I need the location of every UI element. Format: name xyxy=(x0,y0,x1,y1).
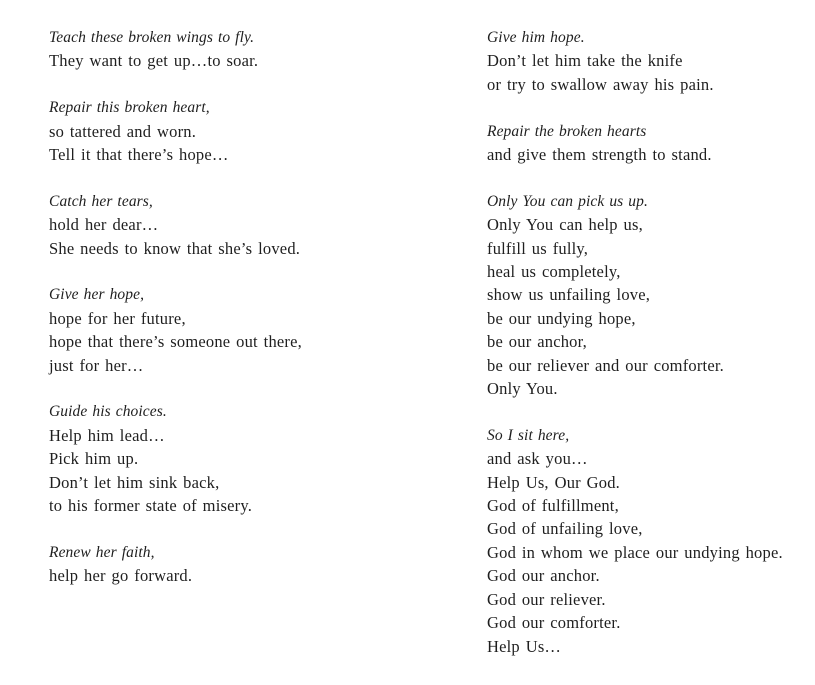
stanza-opening-line: Give her hope, xyxy=(49,286,145,304)
stanza-opening-line: Catch her tears, xyxy=(49,192,153,210)
poem-column-right xyxy=(487,26,783,681)
stanza xyxy=(487,424,783,658)
poem-line: God in whom we place our undying hope. xyxy=(487,542,783,562)
poem-line: so tattered and worn. xyxy=(49,121,197,141)
poem-line: God our comforter. xyxy=(487,613,621,633)
stanza-opening-line: Repair the broken hearts xyxy=(487,122,647,140)
stanza xyxy=(49,190,302,260)
poem-line: to his former state of misery. xyxy=(49,496,253,516)
stanza-opening-line: So I sit here, xyxy=(487,426,570,444)
poem-line: God our reliever. xyxy=(487,589,606,609)
poem-line: Help him lead… xyxy=(49,425,165,445)
poem-line: Help Us… xyxy=(487,636,562,656)
stanza xyxy=(49,96,302,166)
stanza xyxy=(487,120,783,167)
poem-line: Don’t let him take the knife xyxy=(487,51,683,71)
stanza xyxy=(49,541,302,588)
stanza xyxy=(49,26,302,73)
poem-line: God our anchor. xyxy=(487,566,600,586)
stanza-opening-line: Only You can pick us up. xyxy=(487,192,648,210)
stanza-opening-line: Repair this broken heart, xyxy=(49,99,210,117)
poem-line: She needs to know that she’s loved. xyxy=(49,238,301,258)
poem-line: Only You can help us, xyxy=(487,215,643,235)
stanza xyxy=(49,283,302,377)
stanza xyxy=(487,190,783,401)
poem-line: show us unfailing love, xyxy=(487,285,651,305)
poem-column-left xyxy=(49,26,302,611)
poem-line: be our reliever and our comforter. xyxy=(487,355,724,375)
stanza xyxy=(49,400,302,517)
poem-line: heal us completely, xyxy=(487,262,621,282)
poem-line: Pick him up. xyxy=(49,449,139,469)
stanza-opening-line: Give him hope. xyxy=(487,29,585,46)
poem-line: be our undying hope, xyxy=(487,308,636,328)
poem-line: hope for her future, xyxy=(49,308,186,328)
poem-line: hope that there’s someone out there, xyxy=(49,332,302,352)
poem-line: God of fulfillment, xyxy=(487,496,619,516)
poem-line: Don’t let him sink back, xyxy=(49,472,220,492)
poem-line: fulfill us fully, xyxy=(487,238,589,258)
poem-line: Help Us, Our God. xyxy=(487,472,621,492)
poem-line: help her go forward. xyxy=(49,566,193,586)
poem-line: just for her… xyxy=(49,355,144,375)
poem-line: Only You. xyxy=(487,379,558,399)
poem-line: They want to get up…to soar. xyxy=(49,51,259,71)
stanza-opening-line: Teach these broken wings to fly. xyxy=(49,29,255,46)
stanza-opening-line: Guide his choices. xyxy=(49,403,167,421)
poem-line: and ask you… xyxy=(487,449,588,469)
stanza xyxy=(487,26,783,96)
poem-line: or try to swallow away his pain. xyxy=(487,74,714,94)
poem-line: hold her dear… xyxy=(49,215,159,235)
poem-line: God of unfailing love, xyxy=(487,519,643,539)
stanza-opening-line: Renew her faith, xyxy=(49,543,155,561)
poem-line: be our anchor, xyxy=(487,332,587,352)
poem-line: Tell it that there’s hope… xyxy=(49,145,229,165)
poem-line: and give them strength to stand. xyxy=(487,145,712,165)
